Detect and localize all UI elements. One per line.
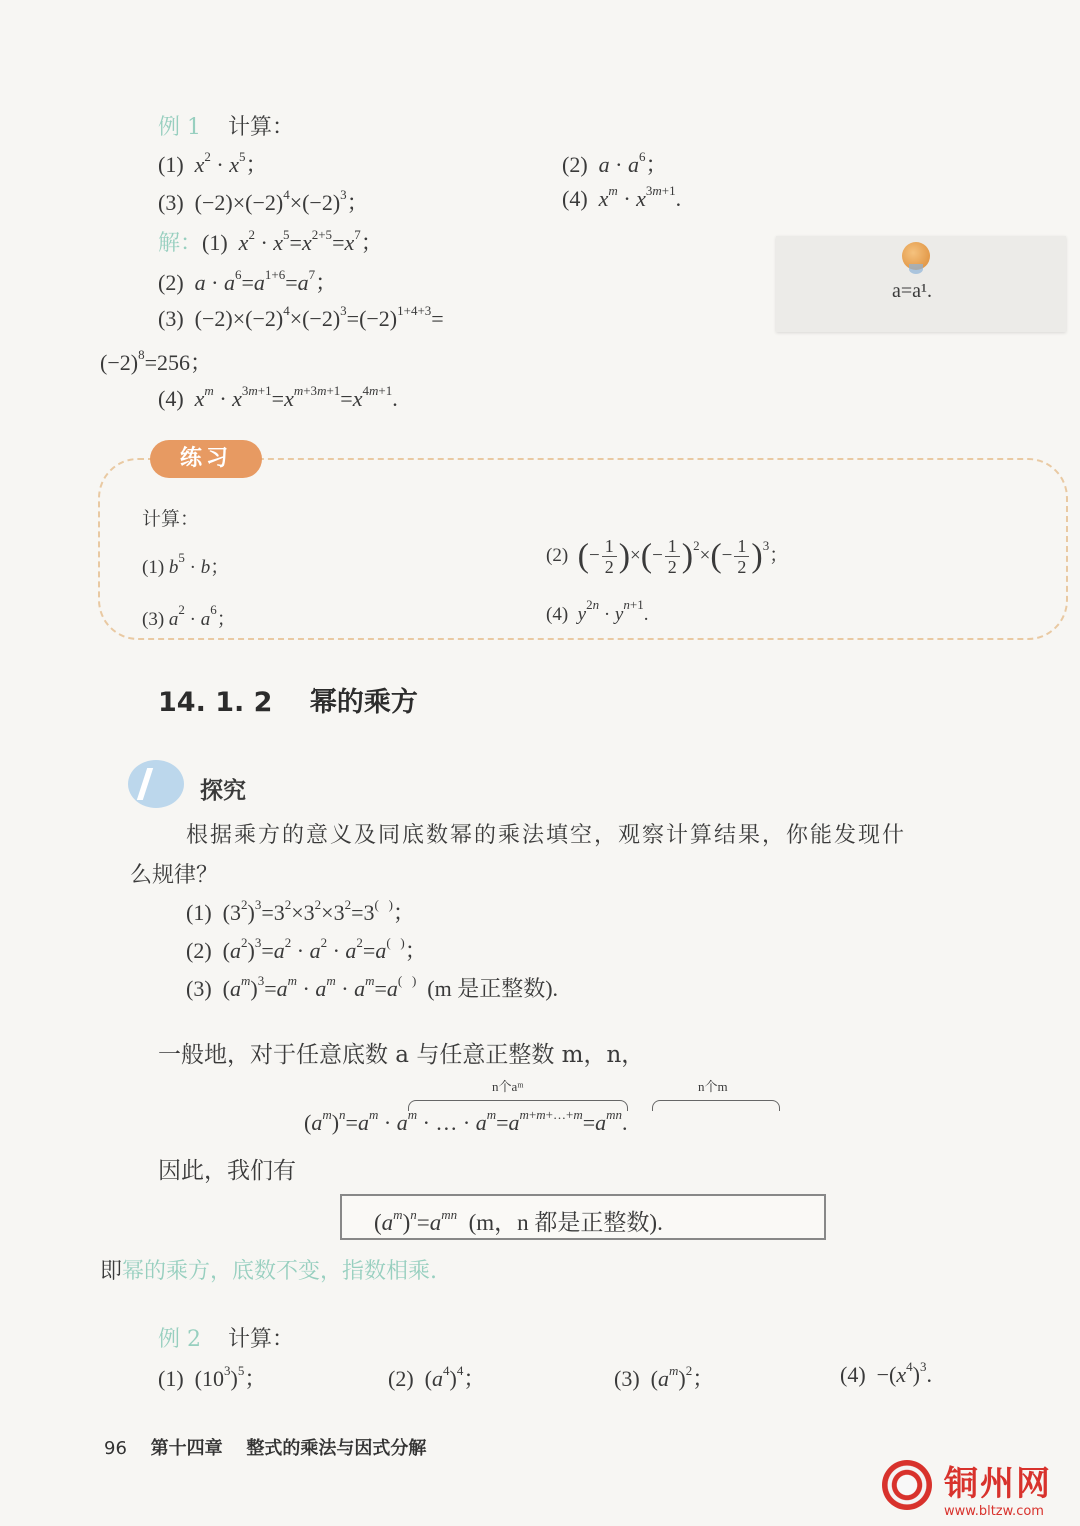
- example2-item-3: (3) $(a^m)^2$；: [614, 1363, 715, 1391]
- example2-item-1: (1) $(10^3)^5$；: [158, 1363, 267, 1391]
- explore-paragraph-line2: 么规律？: [130, 863, 219, 888]
- solution-line-3b: $(-2)^8=256$；: [100, 347, 212, 375]
- example2-heading: [158, 1322, 294, 1353]
- example2-label: 例 2: [158, 1327, 201, 1352]
- solution-line-2: (2) $a \cdot a^6=a^{1+6}=a^7$；: [158, 267, 338, 295]
- pushpin-icon: [902, 242, 930, 270]
- chapter-label: 第十四章: [150, 1438, 223, 1459]
- practice-item-3: (3) $a^2 \cdot a^6$；: [142, 602, 236, 630]
- section-number: 14. 1. 2: [158, 687, 273, 718]
- chapter-title: 整式的乘法与因式分解: [246, 1438, 427, 1459]
- example1-item-2: (2) $a \cdot a^6$；: [562, 149, 668, 177]
- example1-item-3: (3) $(-2)\times(-2)^4\times(-2)^3$；: [158, 187, 369, 215]
- explore-item-1: (1) $(3^2)^3=3^2\times 3^2\times 3^2=3^{( )}$；: [186, 897, 415, 925]
- general-intro: 一般地，对于任意底数 a 与任意正整数 m，n，: [158, 1042, 645, 1068]
- example1-title: 计算：: [228, 115, 295, 140]
- practice-item-2: (2) (− $\frac{1}{2}$ )×(− $\frac{1}{2}$ )$^2$×(− $\frac{1}{2}$ )$^3$；: [546, 536, 789, 577]
- page-number: 96: [104, 1438, 127, 1459]
- rule-prefix: 即: [100, 1259, 123, 1284]
- example1-item-1: (1) $x^2 \cdot x^5$；: [158, 149, 268, 177]
- solution-line-1: 解：(1) $x^2 \cdot x^5=x^{2+5}=x^7$；: [158, 227, 383, 255]
- general-derivation: $(a^m)^n=a^m \cdot a^m$ · … · $a^m=a^{m+m+\dots+m}=a^{mn}$.: [304, 1107, 628, 1135]
- side-note-text: a=a¹.: [892, 280, 933, 302]
- explore-item-2: (2) $(a^2)^3=a^2 \cdot a^2 \cdot a^2=a^{( )}$；: [186, 935, 427, 963]
- explore-item-3: (3) $(a^m)^3=a^m \cdot a^m \cdot a^m=a^{( )}$ (m 是正整数).: [186, 973, 559, 1001]
- solution-line-4: (4) $x^m \cdot x^{3m+1}=x^{m+3m+1}=x^{4m+1}$.: [158, 383, 398, 411]
- example1-label: 例 1: [158, 115, 201, 140]
- page-footer: [104, 1434, 426, 1460]
- explore-item-3-note: (m 是正整数).: [427, 976, 559, 1001]
- watermark-seal-icon: [882, 1460, 932, 1510]
- practice-tag: 练习: [150, 440, 262, 478]
- rule-text: 幂的乘方，底数不变，指数相乘.: [122, 1259, 438, 1284]
- example1-heading: [158, 110, 294, 141]
- rule-statement: [100, 1254, 437, 1285]
- watermark-name: 铜州网: [944, 1464, 1052, 1504]
- brace1-label: n个aᵐ: [492, 1079, 524, 1094]
- practice-intro: 计算：: [142, 508, 200, 530]
- explore-paragraph-line1: 根据乘方的意义及同底数幂的乘法填空，观察计算结果，你能发现什: [186, 823, 907, 848]
- brace2-label: n个m: [698, 1079, 728, 1094]
- therefore-text: 因此，我们有: [158, 1158, 296, 1184]
- practice-item-4: (4) $y^{2n} \cdot y^{n+1}$.: [546, 597, 649, 625]
- example1-item-4: (4) $x^m \cdot x^{3m+1}$.: [562, 183, 682, 211]
- solution-label: 解：: [158, 230, 203, 255]
- watermark-url: www.bltzw.com: [944, 1504, 1044, 1519]
- example2-item-2: (2) $(a^4)^4$；: [388, 1363, 486, 1391]
- solution-line-3: (3) $(-2)\times(-2)^4\times(-2)^3=(-2)^{1+4+3}=$: [158, 303, 444, 331]
- explore-icon: [128, 760, 184, 808]
- section-title: 幂的乘方: [309, 687, 418, 718]
- example2-item-4: $(4) -(x^4)^3$.: [840, 1359, 932, 1387]
- section-heading: [158, 680, 418, 719]
- side-note: [776, 236, 1066, 332]
- formula-text: $(a^m)^n=a^{mn}$ (m，n 都是正整数).: [374, 1207, 663, 1235]
- formula-condition: (m，n 都是正整数).: [468, 1210, 663, 1235]
- brace-2: [652, 1100, 780, 1111]
- explore-title: 探究: [200, 778, 246, 804]
- practice-item-1: (1) $b^5 \cdot b$；: [142, 550, 230, 578]
- example2-title: 计算：: [228, 1327, 295, 1352]
